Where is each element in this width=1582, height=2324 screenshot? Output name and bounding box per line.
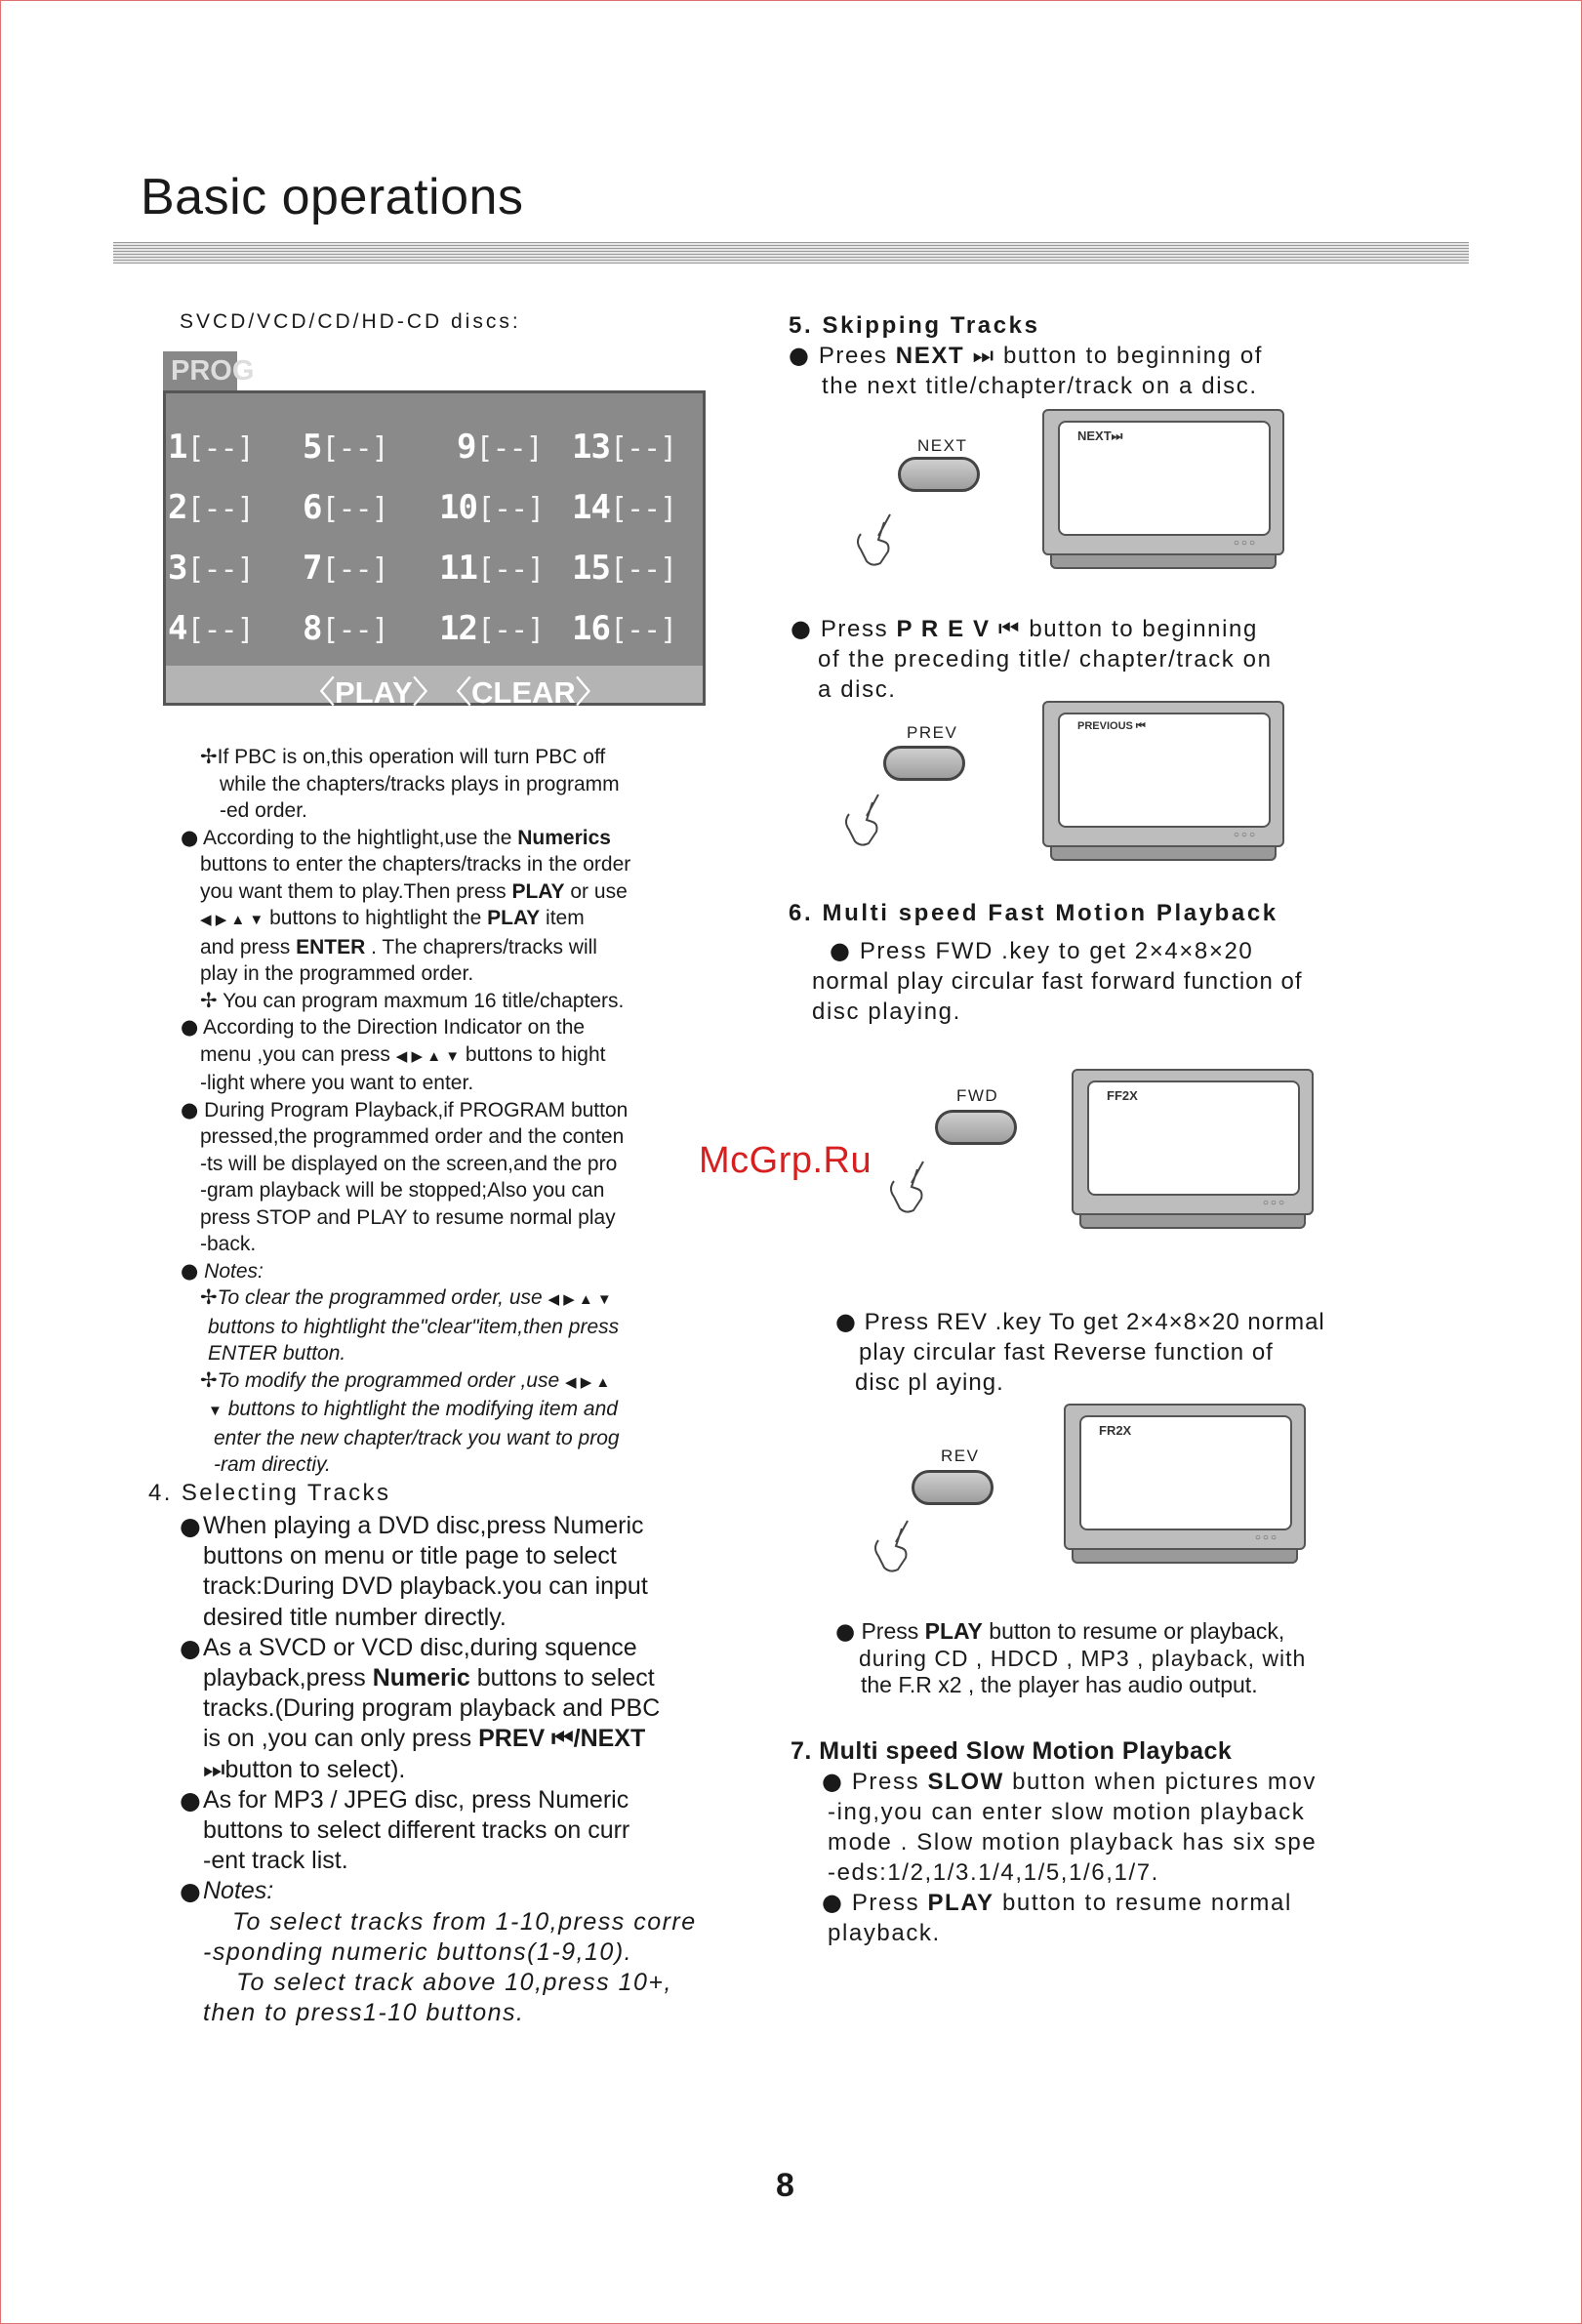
- tv-prev: PREVIOUS ⏮ ○○○: [1042, 701, 1286, 867]
- rev-button[interactable]: [912, 1470, 994, 1505]
- pointing-hand-icon: [884, 1160, 929, 1214]
- prog-slot[interactable]: 1[--]: [168, 428, 254, 467]
- page-number: 8: [776, 2167, 794, 2204]
- arrow-keys-icon: ◀ ▶ ▲ ▼: [200, 912, 264, 928]
- next-icon: ⏭: [203, 1755, 225, 1783]
- pointing-hand-icon: [851, 512, 896, 567]
- prev-icon: ⏮: [997, 616, 1022, 642]
- section6-text: 6. Multi speed Fast Motion Playback ● Press FWD .key to get 2×4×8×20 normal play circular fast forward function of disc playing.: [789, 898, 1374, 1027]
- osd-ff2x: FF2X: [1107, 1088, 1138, 1103]
- bullet-icon: ●: [180, 1512, 201, 1540]
- bullet-icon: ●: [789, 342, 811, 369]
- prog-slot[interactable]: 16[--]: [572, 609, 677, 648]
- prog-subtitle: SVCD/VCD/CD/HD-CD discs:: [180, 310, 521, 333]
- rev-button-label: REV: [941, 1447, 980, 1465]
- bullet-icon: ●: [180, 1785, 201, 1814]
- prog-instructions: ✢If PBC is on,this operation will turn PBC off while the chapters/tracks plays in programm -ed order. ● According to the hightlight,use the Numerics buttons to enter the chapters/tracks in the order you want them to play.Then press PLAY or use ◀ ▶ ▲ ▼ buttons to hightlight the PLAY item and press ENTER . The chaprers/tracks will play in the programmed order. ✢ You can program maxmum 16 title/chapters. ● According to the Direction Indicator on the menu ,you can press ◀ ▶ ▲ ▼ buttons to hight -light where you want to enter. ● During Program Playback,if PROGRAM button pressed,the programmed order and the conten -ts will be displayed on the screen,and the pro -gram playback will be stopped;Also you can press STOP and PLAY to resume normal play -back. ● Notes: ✢To clear the programmed order, use ◀ ▶ ▲ ▼ buttons to hightlight the"clear"item,then press ENTER button. ✢To modify the programmed order ,use ◀ ▶ ▲ ▼ buttons to hightlight the modifying item and enter the new chapter/track you want to prog -ram directiy.: [181, 745, 631, 1476]
- prev-button-label: PREV: [907, 723, 958, 742]
- prog-slot[interactable]: 15[--]: [572, 549, 677, 588]
- section4-body: ● When playing a DVD disc,press Numeric buttons on menu or title page to select track:During DVD playback.you can input desired title number directly. ● As a SVCD or VCD disc,during squence playback,press Numeric buttons to select tracks.(During program playback and PBC is on ,you can only press PREV ⏮/NEXT ⏭button to select). ● As for MP3 / JPEG disc, press Numeric buttons to select different tracks on curr -ent track list. ● Notes: To select tracks from 1-10,press corre -sponding numeric buttons(1-9,10). To select track above 10,press 10+, then to press1-10 buttons.: [180, 1512, 697, 2027]
- prog-slot[interactable]: 11[--]: [439, 549, 545, 588]
- section7-text: 7. Multi speed Slow Motion Playback ● Press SLOW button when pictures mov -ing,you can enter slow motion playback mode . Slow motion playback has six spe -eds:1/2,1/3.1/4,1/5,1/6,1/7. ● Press PLAY button to resume normal playback.: [791, 1736, 1347, 1948]
- prog-slot[interactable]: 9[--]: [457, 428, 543, 467]
- arrow-down-icon: ▼: [208, 1403, 223, 1419]
- prog-slot[interactable]: 7[--]: [303, 549, 388, 588]
- section5-text: 5. Skipping Tracks ● Prees NEXT ⏭ button to beginning of the next title/chapter/track on a disc.: [789, 310, 1335, 401]
- bullet-icon: ●: [835, 1619, 856, 1645]
- arrow-keys-icon: ◀ ▶ ▲ ▼: [395, 1047, 461, 1065]
- star-icon: ✢: [200, 1367, 218, 1392]
- prog-slot[interactable]: 3[--]: [168, 549, 254, 588]
- prog-slot[interactable]: 6[--]: [303, 488, 388, 527]
- tv-next: NEXT⏭ ○○○: [1042, 409, 1286, 575]
- next-button-label: NEXT: [917, 436, 968, 455]
- section4-heading: 4. Selecting Tracks: [148, 1480, 391, 1506]
- prog-slot[interactable]: 14[--]: [572, 488, 677, 527]
- star-icon: ✢: [200, 988, 218, 1012]
- prog-play-button[interactable]: 〈PLAY〉: [304, 675, 443, 710]
- prog-slot[interactable]: 4[--]: [168, 609, 254, 648]
- fwd-button-label: FWD: [956, 1086, 999, 1105]
- star-icon: ✢: [200, 745, 218, 768]
- bullet-icon: ●: [180, 1633, 201, 1662]
- bullet-icon: ●: [181, 1258, 199, 1283]
- next-button[interactable]: [898, 457, 980, 492]
- tv-fwd: FF2X ○○○: [1072, 1069, 1316, 1235]
- prog-clear-button[interactable]: 〈CLEAR〉: [441, 675, 606, 710]
- prog-slot[interactable]: 12[--]: [439, 609, 545, 648]
- tv-rev: FR2X ○○○: [1064, 1404, 1308, 1570]
- fwd-button[interactable]: [935, 1110, 1017, 1145]
- osd-next: NEXT⏭: [1077, 428, 1123, 443]
- pointing-hand-icon: [839, 793, 884, 847]
- osd-previous: PREVIOUS ⏮: [1077, 720, 1146, 732]
- section5-heading: 5. Skipping Tracks: [789, 312, 1040, 339]
- bullet-icon: ●: [822, 1768, 844, 1795]
- section6-rev-text: ● Press REV .key To get 2×4×8×20 normal play circular fast Reverse function of disc pl aying.: [835, 1308, 1325, 1396]
- osd-fr2x: FR2X: [1099, 1423, 1132, 1438]
- bullet-icon: ●: [791, 615, 813, 642]
- watermark: McGrp.Ru: [699, 1140, 872, 1181]
- bullet-icon: ●: [822, 1889, 844, 1916]
- prog-tab: PROG: [163, 351, 237, 390]
- title-rule: [113, 242, 1469, 264]
- section6-play-text: ● Press PLAY button to resume or playback, during CD , HDCD , MP3 , playback, with the F.R x2 , the player has audio output.: [835, 1618, 1307, 1697]
- prog-slot[interactable]: 8[--]: [303, 609, 388, 648]
- bullet-icon: ●: [181, 825, 199, 849]
- arrow-keys-icon: ◀ ▶ ▲: [565, 1373, 611, 1391]
- star-icon: ✢: [200, 1285, 218, 1309]
- section6-heading: 6. Multi speed Fast Motion Playback: [789, 900, 1278, 926]
- bullet-icon: ●: [181, 1015, 199, 1039]
- arrow-keys-icon: ◀ ▶ ▲ ▼: [548, 1291, 612, 1308]
- section7-heading: 7. Multi speed Slow Motion Playback: [791, 1737, 1233, 1765]
- prog-slot[interactable]: 5[--]: [303, 428, 388, 467]
- bullet-icon: ●: [835, 1308, 857, 1335]
- prog-slot[interactable]: 13[--]: [572, 428, 677, 467]
- prog-slot[interactable]: 2[--]: [168, 488, 254, 527]
- pointing-hand-icon: [869, 1519, 913, 1573]
- section5-prev-text: ● Press P R E V ⏮ button to beginning of the preceding title/ chapter/track on a disc.: [791, 615, 1273, 703]
- prog-slot[interactable]: 10[--]: [439, 488, 545, 527]
- next-icon: ⏭: [972, 343, 995, 369]
- bullet-icon: ●: [181, 1097, 199, 1121]
- page-title: Basic operations: [141, 169, 524, 225]
- prev-button[interactable]: [883, 746, 965, 781]
- bullet-icon: ●: [830, 937, 852, 964]
- bullet-icon: ●: [180, 1877, 201, 1906]
